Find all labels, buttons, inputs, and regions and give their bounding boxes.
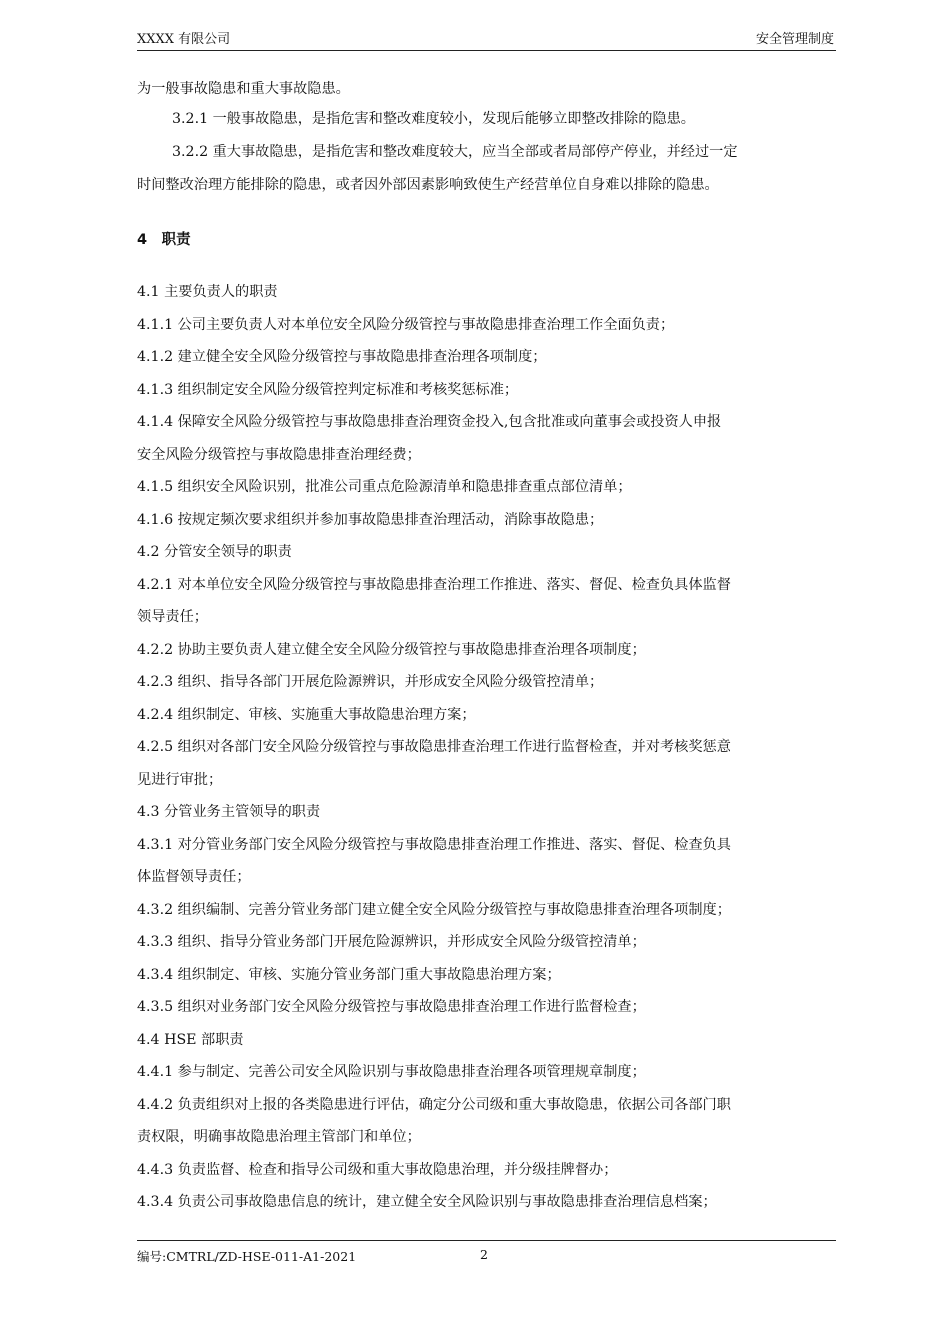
body-line: 4.2.3 组织、指导各部门开展危险源辨识，并形成安全风险分级管控清单； xyxy=(137,674,604,690)
body-line: 见进行审批； xyxy=(137,772,223,788)
body-line: 4.2.4 组织制定、审核、实施重大事故隐患治理方案； xyxy=(137,707,476,723)
body-line: 体监督领导责任； xyxy=(137,869,251,885)
body-line: 4.4.1 参与制定、完善公司安全风险识别与事故隐患排查治理各项管理规章制度； xyxy=(137,1064,646,1080)
body-line: 4.3 分管业务主管领导的职责 xyxy=(137,804,321,820)
body-line: 4.3.3 组织、指导分管业务部门开展危险源辨识，并形成安全风险分级管控清单； xyxy=(137,934,646,950)
body-line: 4.3.5 组织对业务部门安全风险分级管控与事故隐患排查治理工作进行监督检查； xyxy=(137,999,646,1015)
section-heading: 4 职责 xyxy=(137,232,191,248)
body-line: 4.3.4 负责公司事故隐患信息的统计，建立健全安全风险识别与事故隐患排查治理信息档案； xyxy=(137,1194,717,1210)
document-title: 安全管理制度 xyxy=(755,32,834,47)
body-line: 4.1.4 保障安全风险分级管控与事故隐患排查治理资金投入,包含批准或向董事会或投资人申报 xyxy=(137,414,722,430)
page-footer xyxy=(137,1240,836,1264)
page-header xyxy=(137,32,836,51)
body-line: 4.1.1 公司主要负责人对本单位安全风险分级管控与事故隐患排查治理工作全面负责； xyxy=(137,317,675,333)
body-line: 4.2 分管安全领导的职责 xyxy=(137,544,292,560)
body-line: 4.1 主要负责人的职责 xyxy=(137,284,278,300)
document-code: 编号:CMTRL/ZD-HSE-011-A1-2021 xyxy=(137,1249,357,1264)
body-line: 4.3.4 组织制定、审核、实施分管业务部门重大事故隐患治理方案； xyxy=(137,967,561,983)
body-line: 安全风险分级管控与事故隐患排查治理经费； xyxy=(137,447,421,463)
body-line: 4.2.2 协助主要负责人建立健全安全风险分级管控与事故隐患排查治理各项制度； xyxy=(137,642,646,658)
page-number: 2 xyxy=(480,1247,488,1262)
body-line: 4.4 HSE 部职责 xyxy=(137,1032,244,1048)
body-line: 责权限，明确事故隐患治理主管部门和单位； xyxy=(137,1129,421,1145)
body-line: 4.4.2 负责组织对上报的各类隐患进行评估，确定分公司级和重大事故隐患，依据公司各部门职 xyxy=(137,1097,731,1113)
body-line: 4.3.1 对分管业务部门安全风险分级管控与事故隐患排查治理工作推进、落实、督促、检查负具 xyxy=(137,837,731,853)
body-line: 3.2.2 重大事故隐患，是指危害和整改难度较大，应当全部或者局部停产停业，并经过一定 xyxy=(172,144,738,160)
body-line: 4.2.5 组织对各部门安全风险分级管控与事故隐患排查治理工作进行监督检查，并对考核奖惩意 xyxy=(137,739,731,755)
body-line: 4.4.3 负责监督、检查和指导公司级和重大事故隐患治理，并分级挂牌督办； xyxy=(137,1162,618,1178)
company-name: XXXX 有限公司 xyxy=(137,32,231,47)
body-line: 4.1.6 按规定频次要求组织并参加事故隐患排查治理活动，消除事故隐患； xyxy=(137,512,604,528)
body-line: 4.2.1 对本单位安全风险分级管控与事故隐患排查治理工作推进、落实、督促、检查负具体监督 xyxy=(137,577,731,593)
body-line: 时间整改治理方能排除的隐患，或者因外部因素影响致使生产经营单位自身难以排除的隐患。 xyxy=(137,177,719,193)
body-line: 领导责任； xyxy=(137,609,208,625)
body-line: 4.1.5 组织安全风险识别，批准公司重点危险源清单和隐患排查重点部位清单； xyxy=(137,479,632,495)
body-line: 4.1.3 组织制定安全风险分级管控判定标准和考核奖惩标准； xyxy=(137,382,519,398)
body-line: 3.2.1 一般事故隐患，是指危害和整改难度较小，发现后能够立即整改排除的隐患。 xyxy=(172,111,695,127)
body-line: 为一般事故隐患和重大事故隐患。 xyxy=(137,81,350,97)
body-line: 4.1.2 建立健全安全风险分级管控与事故隐患排查治理各项制度； xyxy=(137,349,547,365)
body-line: 4.3.2 组织编制、完善分管业务部门建立健全安全风险分级管控与事故隐患排查治理各项制度； xyxy=(137,902,731,918)
